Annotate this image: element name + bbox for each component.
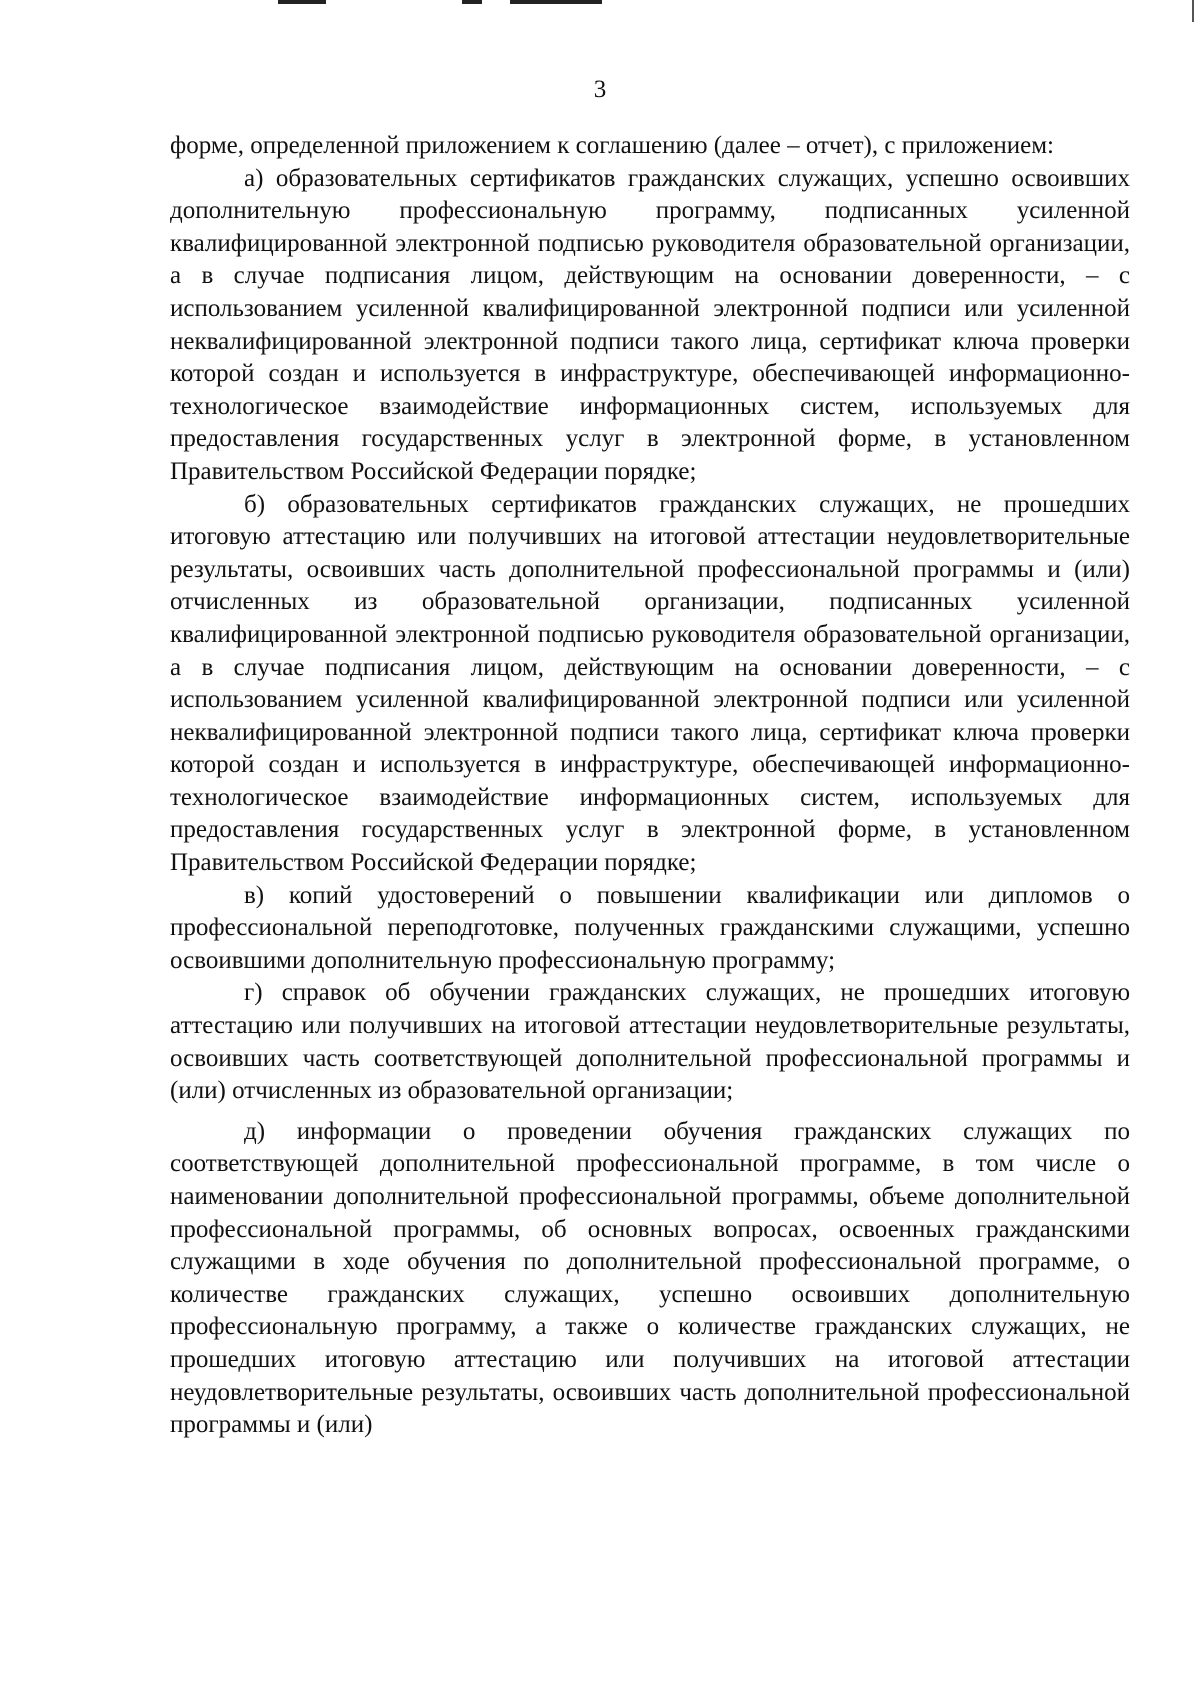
paragraph-item-d: д) информации о проведении обучения гражданских служащих по соответствующей дополнительной профессиональной программе, в том числе о наименовании дополнительной профессиональной программы, объеме дополнительной профессиональной программы, об основных вопросах, освоенных гражданскими служащими в ходе обучения по дополнительной профессиональной программе, о количестве гражданских служащих, успешно освоивших дополнительную профессиональную программу, а также о количестве гражданских служащих, не прошедших итоговую аттестацию или получивших на итоговой аттестации неудовлетворительные результаты, освоивших часть дополнительной профессиональной программы и (или) <box>170 1117 1130 1439</box>
paragraph-item-g: г) справок об обучении гражданских служащих, не прошедших итоговую аттестацию или получивших на итоговой аттестации неудовлетворительные результаты, освоивших часть соответствующей дополнительной профессиональной программы и (или) отчисленных из образовательной организации; <box>170 979 1130 1105</box>
scan-mark <box>278 0 326 4</box>
page-number: 3 <box>593 76 607 103</box>
scan-mark <box>510 0 602 4</box>
scan-top-marks <box>0 0 1200 8</box>
scan-mark <box>462 0 482 4</box>
paragraph-item-a: а) образовательных сертификатов гражданских служащих, успешно освоивших дополнительную профессиональную программу, подписанных усиленной квалифицированной электронной подписью руководителя образовательной организации, а в случае подписания лицом, действующим на основании доверенности, – с использованием усиленной квалифицированной электронной подписи или усиленной неквалифицированной электронной подписи такого лица, сертификат ключа проверки которой создан и используется в инфраструктуре, обеспечивающей информационно-технологическое взаимодействие информационных систем, используемых для предоставления государственных услуг в электронной форме, в установленном Правительством Российской Федерации порядке; <box>170 164 1130 485</box>
paragraph-item-v: в) копий удостоверений о повышении квалификации или дипломов о профессиональной переподготовке, полученных гражданскими служащими, успешно освоившими дополнительную профессиональную программу; <box>170 881 1130 974</box>
paragraph-item-b: б) образовательных сертификатов гражданских служащих, не прошедших итоговую аттестацию или получивших на итоговой аттестации неудовлетворительные результаты, освоивших часть дополнительной профессиональной программы и (или) отчисленных из образовательной организации, подписанных усиленной квалифицированной электронной подписью руководителя образовательной организации, а в случае подписания лицом, действующим на основании доверенности, – с использованием усиленной квалифицированной электронной подписи или усиленной неквалифицированной электронной подписи такого лица, сертификат ключа проверки которой создан и используется в инфраструктуре, обеспечивающей информационно-технологическое взаимодействие информационных систем, используемых для предоставления государственных услуг в электронной форме, в установленном Правительством Российской Федерации порядке; <box>170 490 1130 877</box>
paragraph-intro: форме, определенной приложением к соглашению (далее – отчет), с приложением: <box>170 132 1054 159</box>
scan-corner-mark <box>1182 0 1194 22</box>
document-body <box>170 130 1130 1442</box>
